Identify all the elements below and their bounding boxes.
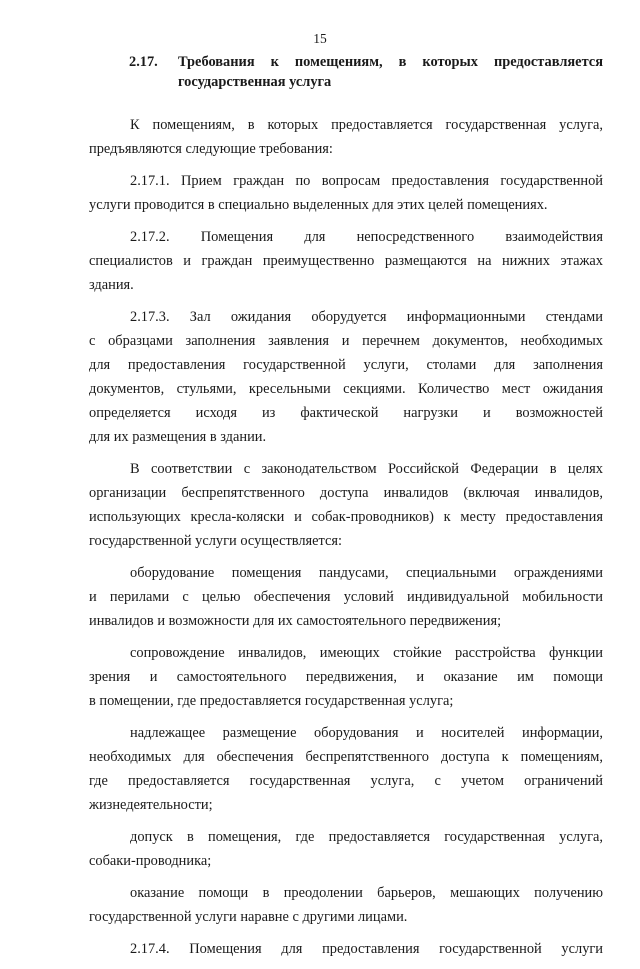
paragraph-line: собаки-проводника; xyxy=(89,853,212,869)
paragraph-line: для их размещения в здании. xyxy=(89,429,267,445)
paragraph-line: К помещениям, в которых предоставляется государственная услуга, xyxy=(130,117,603,133)
paragraph-line: в помещении, где предоставляется государственная услуга; xyxy=(89,693,454,709)
paragraph xyxy=(89,169,603,217)
paragraph-line: 2.17.4. Помещения для предоставления государственной услуги xyxy=(130,941,603,957)
paragraph xyxy=(89,825,603,873)
paragraph xyxy=(89,881,603,929)
paragraph xyxy=(89,305,603,449)
paragraph-line: определяется исходя из фактической нагрузки и возможностей xyxy=(89,405,603,421)
paragraph-line: оборудование помещения пандусами, специальными ограждениями xyxy=(130,565,603,581)
paragraph-line: В соответствии с законодательством Российской Федерации в целях xyxy=(130,461,603,477)
section-number: 2.17. xyxy=(129,54,158,70)
paragraph xyxy=(89,937,603,961)
paragraph-line: организации беспрепятственного доступа инвалидов (включая инвалидов, xyxy=(89,485,603,501)
paragraph-line: услуги проводится в специально выделенных для этих целей помещениях. xyxy=(89,197,548,213)
paragraph-line: где предоставляется государственная услуга, с учетом ограничений xyxy=(89,773,603,789)
paragraph-line: использующих кресла-коляски и собак-проводников) к месту предоставления xyxy=(89,509,603,525)
paragraph-line: предъявляются следующие требования: xyxy=(89,141,333,157)
paragraph-line: с образцами заполнения заявления и перечнем документов, необходимых xyxy=(89,333,603,349)
paragraph xyxy=(89,113,603,161)
paragraph xyxy=(89,641,603,713)
paragraph-line: специалистов и граждан преимущественно размещаются на нижних этажах xyxy=(89,253,603,269)
paragraph-line: государственной услуги осуществляется: xyxy=(89,533,343,549)
paragraph xyxy=(89,225,603,297)
section-title-line-1: Требования к помещениям, в которых предоставляется xyxy=(178,54,603,70)
paragraph-line: инвалидов и возможности для их самостоятельного передвижения; xyxy=(89,613,502,629)
paragraph-line: здания. xyxy=(89,277,134,293)
page-number: 15 xyxy=(313,31,327,46)
paragraph-line: сопровождение инвалидов, имеющих стойкие расстройства функции xyxy=(130,645,603,661)
paragraph-line: 2.17.1. Прием граждан по вопросам предоставления государственной xyxy=(130,173,603,189)
paragraph-line: необходимых для обеспечения беспрепятственного доступа к помещениям, xyxy=(89,749,603,765)
paragraph-line: жизнедеятельности; xyxy=(89,797,213,813)
paragraph-line: государственной услуги наравне с другими лицами. xyxy=(89,909,408,925)
paragraph-line: 2.17.2. Помещения для непосредственного взаимодействия xyxy=(130,229,603,245)
paragraph-line: допуск в помещения, где предоставляется государственная услуга, xyxy=(130,829,603,845)
paragraph xyxy=(89,721,603,817)
paragraph-line: для предоставления государственной услуги, столами для заполнения xyxy=(89,357,603,373)
paragraph-line: надлежащее размещение оборудования и носителей информации, xyxy=(130,725,603,741)
paragraph-line: 2.17.3. Зал ожидания оборудуется информационными стендами xyxy=(130,309,603,325)
document-body xyxy=(89,113,603,969)
paragraph-line: зрения и самостоятельного передвижения, и оказание им помощи xyxy=(89,669,603,685)
paragraph xyxy=(89,457,603,553)
paragraph xyxy=(89,561,603,633)
paragraph-line: и перилами с целью обеспечения условий индивидуальной мобильности xyxy=(89,589,603,605)
section-title-line-2: государственная услуга xyxy=(178,74,332,90)
paragraph-line: документов, стульями, кресельными секциями. Количество мест ожидания xyxy=(89,381,603,397)
paragraph-line: оказание помощи в преодолении барьеров, мешающих получению xyxy=(130,885,603,901)
